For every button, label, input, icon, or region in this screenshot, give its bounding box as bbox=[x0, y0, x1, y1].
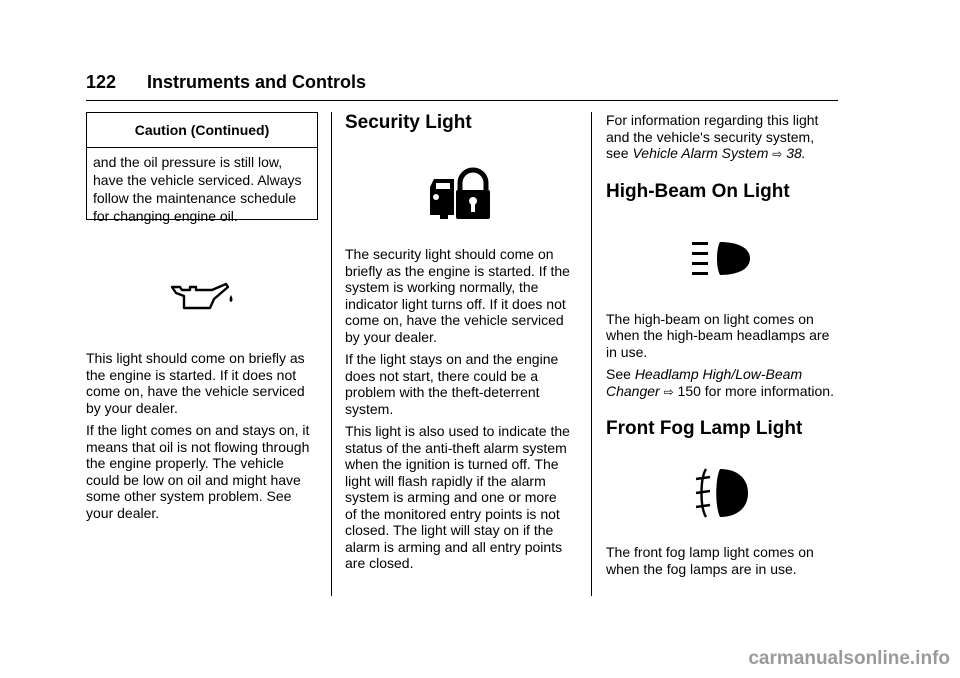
paragraph: If the light comes on and stays on, it means that oil is not flowing through the engine properly. The vehicle could be low on oil and might have some other system problem. See your dealer. bbox=[86, 422, 310, 521]
column-divider bbox=[331, 112, 332, 596]
caution-title: Caution (Continued) bbox=[87, 113, 317, 148]
xref-headlamp-changer[interactable]: Headlamp High/Low-Beam bbox=[634, 366, 803, 382]
column-2 bbox=[345, 112, 577, 578]
paragraph: The security light should come on briefly as the engine is started. If the system is working normally, the indicator light turns off. If it does not come on, have the vehicle serviced by your dealer. bbox=[345, 246, 570, 345]
caution-line: follow the maintenance schedule bbox=[93, 190, 297, 206]
security-icon-area bbox=[345, 134, 577, 246]
column-3 bbox=[606, 112, 838, 583]
fog-lamp-icon bbox=[694, 467, 750, 519]
page-ref-arrow-icon: ⇨ bbox=[772, 147, 783, 161]
xref-headlamp-changer-cont[interactable]: Changer bbox=[606, 382, 660, 399]
section-title: Instruments and Controls bbox=[147, 72, 367, 92]
caution-box bbox=[86, 112, 318, 224]
paragraph: The front fog lamp light comes on when the fog lamps are in use. bbox=[606, 544, 814, 577]
caution-line: have the vehicle serviced. Always bbox=[93, 172, 302, 188]
page-ref-arrow-icon: ⇨ bbox=[663, 384, 674, 399]
oil-pressure-icon-area bbox=[86, 220, 320, 350]
paragraph: For information regarding this light and the vehicle's security system, see Vehicle Alarm System ⇨ 38. bbox=[606, 112, 819, 161]
xref-vehicle-alarm-system[interactable]: Vehicle Alarm System bbox=[632, 145, 769, 161]
caution-line: for changing engine oil. bbox=[93, 208, 238, 224]
xref-page[interactable]: 38. bbox=[782, 145, 806, 161]
caution-line: and the oil pressure is still low, bbox=[93, 154, 283, 170]
oil-can-icon bbox=[170, 282, 236, 312]
fog-lamp-icon-area bbox=[606, 440, 838, 544]
heading-security-light: Security Light bbox=[345, 112, 472, 133]
heading-high-beam: High-Beam On Light bbox=[606, 180, 790, 202]
xref-page[interactable]: 150 bbox=[673, 382, 701, 399]
paragraph: This light should come on briefly as the engine is started. If it does not come on, have the vehicle serviced by your dealer. bbox=[86, 350, 305, 416]
paragraph: See Headlamp High/Low-Beam Changer ⇨ 150 for more information. bbox=[606, 366, 834, 399]
caution-body bbox=[87, 148, 317, 225]
page-number: 122 bbox=[86, 72, 117, 92]
watermark: carmanualsonline.info bbox=[748, 648, 950, 669]
paragraph: If the light stays on and the engine does not start, there could be a problem with the theft-deterrent system. bbox=[345, 351, 559, 417]
column-divider bbox=[591, 112, 592, 596]
high-beam-icon-area bbox=[606, 203, 838, 311]
paragraph: The high-beam on light comes on when the high-beam headlamps are in use. bbox=[606, 310, 830, 360]
page-header bbox=[86, 70, 838, 101]
high-beam-icon bbox=[690, 240, 754, 278]
paragraph: This light is also used to indicate the status of the anti-theft alarm system when the ignition is turned off. The light will flash rapidly if the alarm system is arming and one or more of the monitored entry points is not closed. The light will stay on if the alarm is arming and all entry points are closed. bbox=[345, 423, 570, 571]
heading-front-fog: Front Fog Lamp Light bbox=[606, 418, 803, 439]
column-1 bbox=[86, 112, 320, 527]
security-lock-car-icon bbox=[428, 167, 494, 221]
